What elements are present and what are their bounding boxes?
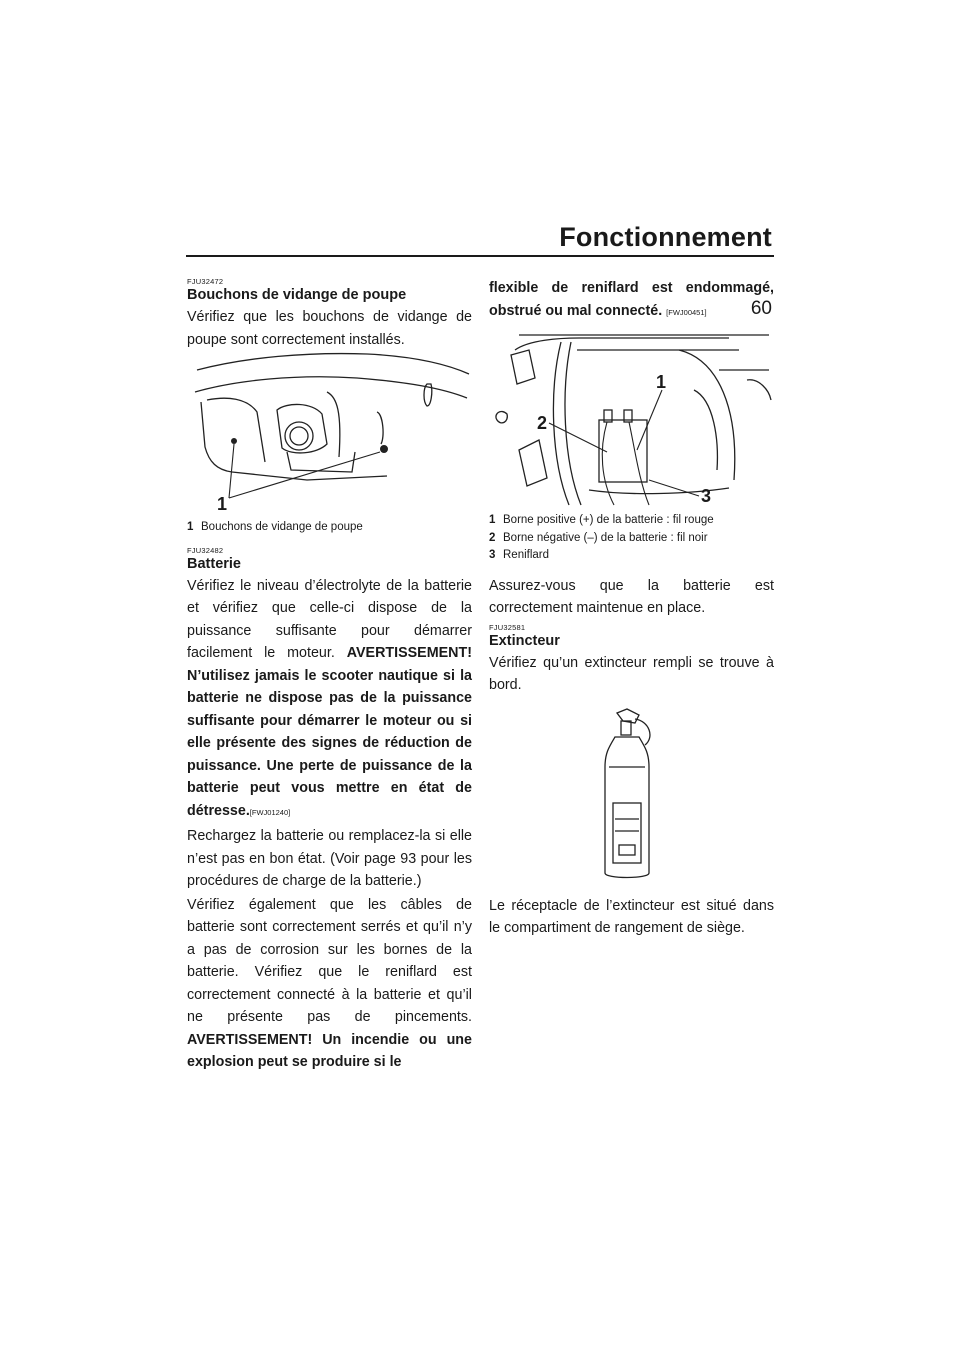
page-number: 60 [750,298,772,319]
page-header-title: Fonctionnement [559,222,772,252]
stern-drain-figure [187,352,472,517]
section-title-battery: Batterie [187,555,241,572]
warning-continued: flexible de reniflard est endommagé, obstrué ou mal connecté. [FWJ00451] [489,280,774,319]
header-rule [186,255,774,257]
section-code: FJU32472 [187,277,224,286]
callout-2: 2 [537,413,548,433]
callout-1: 1 [217,494,228,514]
battery-figure [489,330,774,508]
section-code: FJU32581 [489,622,526,632]
right-column [489,274,774,941]
battery-secure-text: Assurez-vous que la batterie est correctement maintenue en place. [489,577,774,616]
figure-captions: 1 Borne positive (+) de la batterie : fil rouge 2 Borne négative (–) de la batterie : fil noir 3 Reniflard [489,514,714,561]
extinguisher-location-text: Le réceptacle de l’extincteur est situé dans le compartiment de rangement de siège. [489,897,774,936]
stern-drain-text: Vérifiez que les bouchons de vidange de poupe sont correctement installés. [187,309,472,348]
callout-1: 1 [656,372,667,392]
extinguisher-text: Vérifiez qu’un extincteur rempli se trouve à bord. [489,654,774,693]
battery-paragraph-1: Vérifiez le niveau d’électrolyte de la batterie et vérifiez que celle-ci dispose de la puissance suffisante pour démarrer facilement le moteur. AVERTISSEMENT! N’utilisez jamais le scooter nautique si la batterie ne dispose pas de la puissance suffisante pour démarrer le moteur ou si elle présente des signes de réduction de puissance. Une perte de puissance de la batterie peut vous mettre en état de détresse.[FWJ01240] [187,577,472,819]
battery-paragraph-3: Vérifiez également que les câbles de batterie sont correctement serrés et qu’il n’y a pas de corrosion sur les bornes de la batterie. Vérifiez que le reniflard est correctement connecté à la batterie et qu’il ne présente pas de pincements. AVERTISSEMENT! Un incendie ou une explosion peut se produire si le [187,896,472,1070]
battery-paragraph-2: Rechargez la batterie ou remplacez-la si elle n’est pas en bon état. (Voir page 93 pour les procédures de charge de la batterie.) [187,828,472,889]
fire-extinguisher-figure [489,707,774,885]
battery-warning-2: AVERTISSEMENT! Un incendie ou une explosion peut se produire si le [187,1031,472,1070]
left-column [187,274,472,1075]
section-code: FJU32482 [187,545,224,555]
section-title-extinguisher: Extincteur [489,632,560,649]
callout-3: 3 [701,486,712,506]
battery-warning: AVERTISSEMENT! N’utilisez jamais le scooter nautique si la batterie ne dispose pas de la puissance suffisante pour démarrer le moteur ou si elle présente des signes de réduction de puissance. Une perte de puissance de la batterie peut vous mettre en état de détresse. [187,645,472,819]
figure-caption: 1 Bouchons de vidange de poupe [187,521,363,533]
section-title-stern-drain: Bouchons de vidange de poupe [187,287,407,303]
